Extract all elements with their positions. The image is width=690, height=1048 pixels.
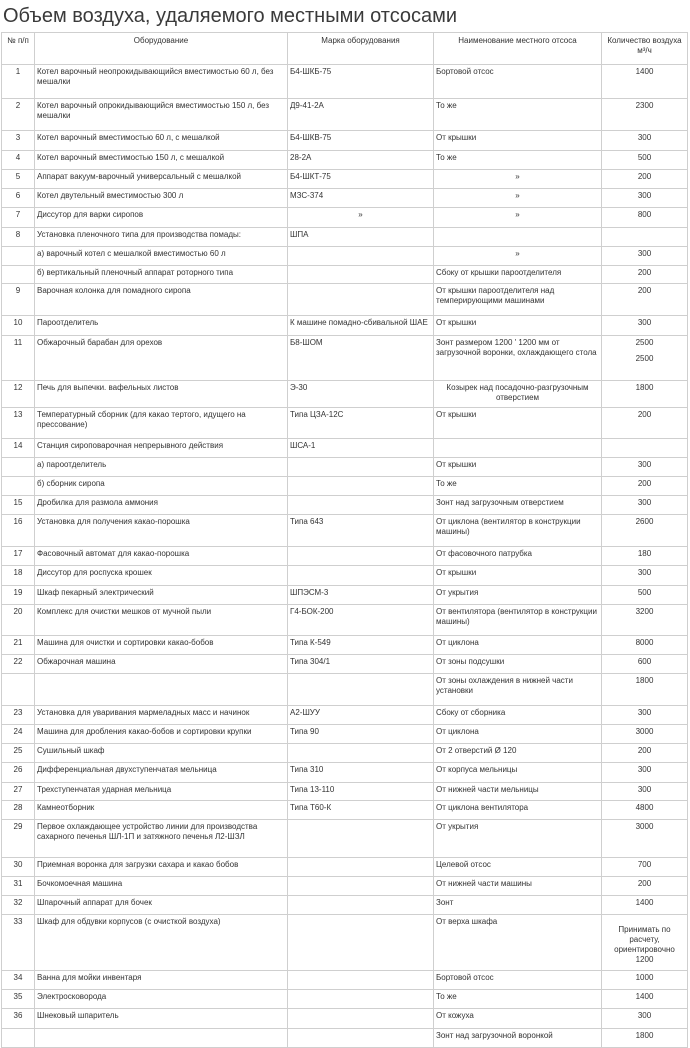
equipment-cell: а) варочный котел с мешалкой вместимостью 60 л (35, 247, 288, 266)
air-quantity-cell: 1400 (602, 896, 688, 915)
equipment-cell: Дробилка для размола аммония (35, 496, 288, 515)
row-number: 15 (2, 496, 35, 515)
suction-cell: » (434, 208, 602, 228)
table-row (2, 477, 688, 496)
air-quantity-cell: 200 (602, 477, 688, 496)
equipment-cell: Варочная колонка для помадного сиропа (35, 284, 288, 316)
table-row (2, 586, 688, 605)
row-number: 29 (2, 820, 35, 858)
equipment-cell: Котел варочный неопрокидывающийся вместимостью 60 л, без мешалки (35, 65, 288, 99)
row-number: 13 (2, 408, 35, 439)
air-quantity-cell: 300 (602, 247, 688, 266)
table-row (2, 408, 688, 439)
table-row (2, 266, 688, 284)
table-row (2, 801, 688, 820)
suction-cell: От циклона (вентилятор в конструкции машины) (434, 515, 602, 547)
equipment-cell: Шкаф пекарный электрический (35, 586, 288, 605)
row-number: 14 (2, 439, 35, 458)
row-number (2, 477, 35, 496)
equipment-mark-cell (288, 674, 434, 706)
suction-cell: Целевой отсос (434, 858, 602, 877)
row-number: 34 (2, 971, 35, 990)
row-number: 33 (2, 915, 35, 971)
air-quantity-cell: 200 (602, 284, 688, 316)
air-quantity-cell: 300 (602, 496, 688, 515)
suction-cell: То же (434, 990, 602, 1009)
air-quantity-cell: 4800 (602, 801, 688, 820)
suction-cell: От циклона (434, 636, 602, 655)
suction-cell: От крышки (434, 131, 602, 151)
suction-cell: Козырек над посадочно-разгрузочным отверстием (434, 381, 602, 408)
air-quantity-cell (602, 915, 688, 971)
row-number (2, 458, 35, 477)
equipment-mark-cell (288, 858, 434, 877)
air-quantity-cell: 200 (602, 266, 688, 284)
row-number: 11 (2, 336, 35, 381)
equipment-cell: Шнековый шпаритель (35, 1009, 288, 1029)
air-quantity-cell: 1800 (602, 381, 688, 408)
suction-cell: Зонт над загрузочной воронкой (434, 1029, 602, 1048)
equipment-cell: Приемная воронка для загрузки сахара и какао бобов (35, 858, 288, 877)
suction-cell (434, 228, 602, 247)
air-quantity-line: Принимать по (618, 925, 671, 934)
air-quantity-cell: 500 (602, 586, 688, 605)
table-row (2, 1029, 688, 1048)
equipment-cell: Комплекс для очистки мешков от мучной пыли (35, 605, 288, 636)
suction-cell: Зонт размером 1200 ' 1200 мм от загрузочной воронки, охлаждающего стола (434, 336, 602, 381)
row-number (2, 674, 35, 706)
page-title: Объем воздуха, удаляемого местными отсосами (3, 5, 458, 27)
air-quantity-cell (602, 439, 688, 458)
row-number: 10 (2, 316, 35, 336)
air-quantity-cell: 800 (602, 208, 688, 228)
equipment-mark-cell: Типа Т60-К (288, 801, 434, 820)
header-air-quantity: Количество воздуха м³/ч (602, 33, 688, 65)
equipment-mark-cell: » (288, 208, 434, 228)
equipment-cell: Фасовочный автомат для какао-порошка (35, 547, 288, 566)
equipment-mark-cell (288, 266, 434, 284)
equipment-cell: Сушильный шкаф (35, 744, 288, 763)
suction-cell: От циклона вентилятора (434, 801, 602, 820)
equipment-mark-cell (288, 971, 434, 990)
air-quantity-cell: 3000 (602, 725, 688, 744)
equipment-cell (35, 674, 288, 706)
table-row (2, 170, 688, 189)
equipment-cell: Камнеотборник (35, 801, 288, 820)
equipment-mark-cell: Типа 13-110 (288, 783, 434, 801)
suction-cell: От крышки (434, 458, 602, 477)
air-quantity-cell: 300 (602, 458, 688, 477)
table-row (2, 706, 688, 725)
row-number: 21 (2, 636, 35, 655)
equipment-mark-cell: Типа 304/1 (288, 655, 434, 674)
air-quantity-cell: 200 (602, 744, 688, 763)
table-row (2, 820, 688, 858)
air-quantity-cell: 1400 (602, 65, 688, 99)
suction-cell: » (434, 170, 602, 189)
air-quantity-cell: 3000 (602, 820, 688, 858)
table-row (2, 336, 688, 381)
row-number: 8 (2, 228, 35, 247)
row-number: 23 (2, 706, 35, 725)
suction-cell: От крышки (434, 408, 602, 439)
air-quantity-cell: 300 (602, 131, 688, 151)
equipment-mark-cell: Г4-БОК-200 (288, 605, 434, 636)
equipment-mark-cell (288, 284, 434, 316)
equipment-cell: Диссутор для роспуска крошек (35, 566, 288, 586)
air-quantity-line: 1200 (635, 955, 654, 964)
equipment-mark-cell: Типа 310 (288, 763, 434, 783)
air-quantity-cell: 2600 (602, 515, 688, 547)
table-header-row (2, 33, 688, 65)
equipment-cell: Печь для выпечки. вафельных листов (35, 381, 288, 408)
table-row (2, 151, 688, 170)
suction-cell: От корпуса мельницы (434, 763, 602, 783)
row-number: 9 (2, 284, 35, 316)
equipment-cell: Машина для дробления какао-бобов и сортировки крупки (35, 725, 288, 744)
table-row (2, 896, 688, 915)
suction-cell: Бортовой отсос (434, 65, 602, 99)
equipment-cell: Ванна для мойки инвентаря (35, 971, 288, 990)
equipment-cell: Диссутор для варки сиропов (35, 208, 288, 228)
equipment-mark-cell: Б8-ШОМ (288, 336, 434, 381)
equipment-cell: Установка пленочного типа для производства помады: (35, 228, 288, 247)
equipment-cell: Аппарат вакуум-варочный универсальный с мешалкой (35, 170, 288, 189)
header-equipment: Оборудование (35, 33, 288, 65)
row-number: 12 (2, 381, 35, 408)
suction-cell: То же (434, 477, 602, 496)
table-row (2, 99, 688, 131)
row-number: 16 (2, 515, 35, 547)
table-row (2, 674, 688, 706)
suction-cell: Сбоку от крышки пароотделителя (434, 266, 602, 284)
equipment-cell: Обжарочная машина (35, 655, 288, 674)
suction-cell: » (434, 189, 602, 208)
equipment-mark-cell (288, 915, 434, 971)
table-row (2, 566, 688, 586)
equipment-mark-cell (288, 496, 434, 515)
row-number: 26 (2, 763, 35, 783)
equipment-mark-cell: Типа ЦЗА-12С (288, 408, 434, 439)
air-quantity-line: расчету, (629, 935, 660, 944)
equipment-mark-cell (288, 458, 434, 477)
air-quantity-cell: 2300 (602, 99, 688, 131)
table-row (2, 725, 688, 744)
air-quantity-line: ориентировочно (614, 945, 675, 954)
air-quantity-cell: 500 (602, 151, 688, 170)
row-number: 18 (2, 566, 35, 586)
row-number: 27 (2, 783, 35, 801)
equipment-mark-cell: Типа 90 (288, 725, 434, 744)
equipment-cell: Установка для получения какао-порошка (35, 515, 288, 547)
equipment-cell: б) вертикальный пленочный аппарат роторного типа (35, 266, 288, 284)
equipment-mark-cell (288, 247, 434, 266)
air-quantity-cell: 300 (602, 763, 688, 783)
table-row (2, 915, 688, 971)
air-quantity-cell: 180 (602, 547, 688, 566)
equipment-mark-cell (288, 744, 434, 763)
equipment-mark-cell: Типа К-549 (288, 636, 434, 655)
suction-cell: Бортовой отсос (434, 971, 602, 990)
equipment-cell: Температурный сборник (для какао тертого, идущего на прессование) (35, 408, 288, 439)
header-local-suction: Наименование местного отсоса (434, 33, 602, 65)
suction-cell: От нижней части мельницы (434, 783, 602, 801)
suction-cell: Зонт над загрузочным отверстием (434, 496, 602, 515)
table-row (2, 284, 688, 316)
row-number: 25 (2, 744, 35, 763)
equipment-cell: Электросковорода (35, 990, 288, 1009)
row-number: 6 (2, 189, 35, 208)
row-number: 2 (2, 99, 35, 131)
suction-cell (434, 439, 602, 458)
air-quantity-cell: 3200 (602, 605, 688, 636)
equipment-cell: Установка для уваривания мармеладных масс и начинок (35, 706, 288, 725)
suction-cell: От крышки (434, 566, 602, 586)
table-row (2, 131, 688, 151)
equipment-mark-cell (288, 820, 434, 858)
table-row (2, 458, 688, 477)
air-quantity-cell: 600 (602, 655, 688, 674)
header-equipment-mark: Марка оборудования (288, 33, 434, 65)
suction-cell: То же (434, 151, 602, 170)
equipment-mark-cell (288, 547, 434, 566)
air-quantity-cell: 1800 (602, 674, 688, 706)
suction-cell: Зонт (434, 896, 602, 915)
equipment-cell: Первое охлаждающее устройство линии для производства сахарного печенья ШЛ-1П и затяжного печенья Л2-ШЗЛ (35, 820, 288, 858)
table-row (2, 763, 688, 783)
row-number (2, 247, 35, 266)
equipment-cell: Котел варочный вместимостью 150 л, с мешалкой (35, 151, 288, 170)
suction-cell: От зоны подсушки (434, 655, 602, 674)
equipment-mark-cell (288, 896, 434, 915)
table-row (2, 858, 688, 877)
suction-cell: От кожуха (434, 1009, 602, 1029)
table-row (2, 990, 688, 1009)
air-quantity-cell: 1400 (602, 990, 688, 1009)
table-row (2, 636, 688, 655)
suction-cell: То же (434, 99, 602, 131)
air-quantity-cell: 1000 (602, 971, 688, 990)
equipment-cell: Станция сироповарочная непрерывного действия (35, 439, 288, 458)
table-row (2, 744, 688, 763)
equipment-mark-cell (288, 566, 434, 586)
equipment-mark-cell (288, 877, 434, 896)
equipment-mark-cell (288, 990, 434, 1009)
suction-cell: От вентилятора (вентилятор в конструкции машины) (434, 605, 602, 636)
air-quantity-cell: 300 (602, 566, 688, 586)
suction-cell: От укрытия (434, 586, 602, 605)
equipment-mark-cell: Э-30 (288, 381, 434, 408)
row-number: 24 (2, 725, 35, 744)
table-row (2, 189, 688, 208)
table-row (2, 65, 688, 99)
table-row (2, 208, 688, 228)
table-row (2, 439, 688, 458)
table-row (2, 783, 688, 801)
equipment-mark-cell (288, 1009, 434, 1029)
suction-cell: От нижней части машины (434, 877, 602, 896)
equipment-cell: б) сборник сиропа (35, 477, 288, 496)
table-body (2, 65, 688, 1048)
air-quantity-cell: 300 (602, 783, 688, 801)
row-number: 17 (2, 547, 35, 566)
equipment-cell (35, 1029, 288, 1048)
equipment-cell: Пароотделитель (35, 316, 288, 336)
equipment-cell: Шпарочный аппарат для бочек (35, 896, 288, 915)
table-row (2, 971, 688, 990)
table-row (2, 228, 688, 247)
equipment-mark-cell (288, 1029, 434, 1048)
table-row (2, 515, 688, 547)
row-number: 35 (2, 990, 35, 1009)
equipment-mark-cell: ШПА (288, 228, 434, 247)
table-row (2, 496, 688, 515)
table-row (2, 381, 688, 408)
equipment-mark-cell: Б4-ШКВ-75 (288, 131, 434, 151)
air-quantity-cell (602, 228, 688, 247)
table-row (2, 1009, 688, 1029)
row-number: 30 (2, 858, 35, 877)
equipment-cell: Дифференциальная двухступенчатая мельница (35, 763, 288, 783)
equipment-mark-cell: Д9-41-2А (288, 99, 434, 131)
row-number: 20 (2, 605, 35, 636)
header-number: № п/п (2, 33, 35, 65)
equipment-cell: Котел варочный опрокидывающийся вместимостью 150 л, без мешалки (35, 99, 288, 131)
equipment-cell: Котел варочный вместимостью 60 л, с мешалкой (35, 131, 288, 151)
table-row (2, 655, 688, 674)
suction-cell: От 2 отверстий Ø 120 (434, 744, 602, 763)
equipment-mark-cell: ШСА-1 (288, 439, 434, 458)
air-volume-table (1, 32, 688, 1048)
equipment-cell: Шкаф для обдувки корпусов (с очисткой воздуха) (35, 915, 288, 971)
suction-cell: » (434, 247, 602, 266)
row-number: 4 (2, 151, 35, 170)
row-number: 7 (2, 208, 35, 228)
table-row (2, 547, 688, 566)
equipment-mark-cell: К машине помадно-сбивальной ШАЕ (288, 316, 434, 336)
air-quantity-cell: 200 (602, 877, 688, 896)
air-quantity-line: 2500 (635, 338, 654, 347)
equipment-cell: Обжарочный барабан для орехов (35, 336, 288, 381)
air-quantity-cell: 1800 (602, 1029, 688, 1048)
air-quantity-cell: 300 (602, 316, 688, 336)
air-quantity-cell: 300 (602, 189, 688, 208)
table-row (2, 605, 688, 636)
air-quantity-line: 2500 (635, 354, 654, 363)
air-quantity-cell: 200 (602, 170, 688, 189)
equipment-cell: Машина для очистки и сортировки какао-бобов (35, 636, 288, 655)
suction-cell: От крышки пароотделителя над темперирующими машинами (434, 284, 602, 316)
row-number: 31 (2, 877, 35, 896)
suction-cell: От верха шкафа (434, 915, 602, 971)
equipment-mark-cell: 28-2А (288, 151, 434, 170)
suction-cell: От фасовочного патрубка (434, 547, 602, 566)
row-number: 28 (2, 801, 35, 820)
equipment-cell: Трехступенчатая ударная мельница (35, 783, 288, 801)
equipment-mark-cell: Типа 643 (288, 515, 434, 547)
row-number (2, 1029, 35, 1048)
table-row (2, 247, 688, 266)
equipment-mark-cell: Б4-ШКБ-75 (288, 65, 434, 99)
suction-cell: От укрытия (434, 820, 602, 858)
table-row (2, 877, 688, 896)
equipment-mark-cell (288, 477, 434, 496)
row-number: 1 (2, 65, 35, 99)
air-quantity-cell (602, 336, 688, 381)
suction-cell: От зоны охлаждения в нижней части установки (434, 674, 602, 706)
air-quantity-cell: 700 (602, 858, 688, 877)
row-number: 22 (2, 655, 35, 674)
equipment-cell: а) пароотделитель (35, 458, 288, 477)
equipment-cell: Котел двутельный вместимостью 300 л (35, 189, 288, 208)
row-number: 36 (2, 1009, 35, 1029)
air-quantity-cell: 300 (602, 1009, 688, 1029)
air-quantity-cell: 200 (602, 408, 688, 439)
row-number: 3 (2, 131, 35, 151)
row-number: 32 (2, 896, 35, 915)
suction-cell: Сбоку от сборника (434, 706, 602, 725)
suction-cell: От крышки (434, 316, 602, 336)
row-number (2, 266, 35, 284)
equipment-mark-cell: А2-ШУУ (288, 706, 434, 725)
row-number: 5 (2, 170, 35, 189)
air-quantity-cell: 8000 (602, 636, 688, 655)
row-number: 19 (2, 586, 35, 605)
equipment-mark-cell: Б4-ШКТ-75 (288, 170, 434, 189)
equipment-mark-cell: МЗС-374 (288, 189, 434, 208)
equipment-cell: Бочкомоечная машина (35, 877, 288, 896)
suction-cell: От циклона (434, 725, 602, 744)
equipment-mark-cell: ШПЭСМ-3 (288, 586, 434, 605)
air-quantity-cell: 300 (602, 706, 688, 725)
table-row (2, 316, 688, 336)
